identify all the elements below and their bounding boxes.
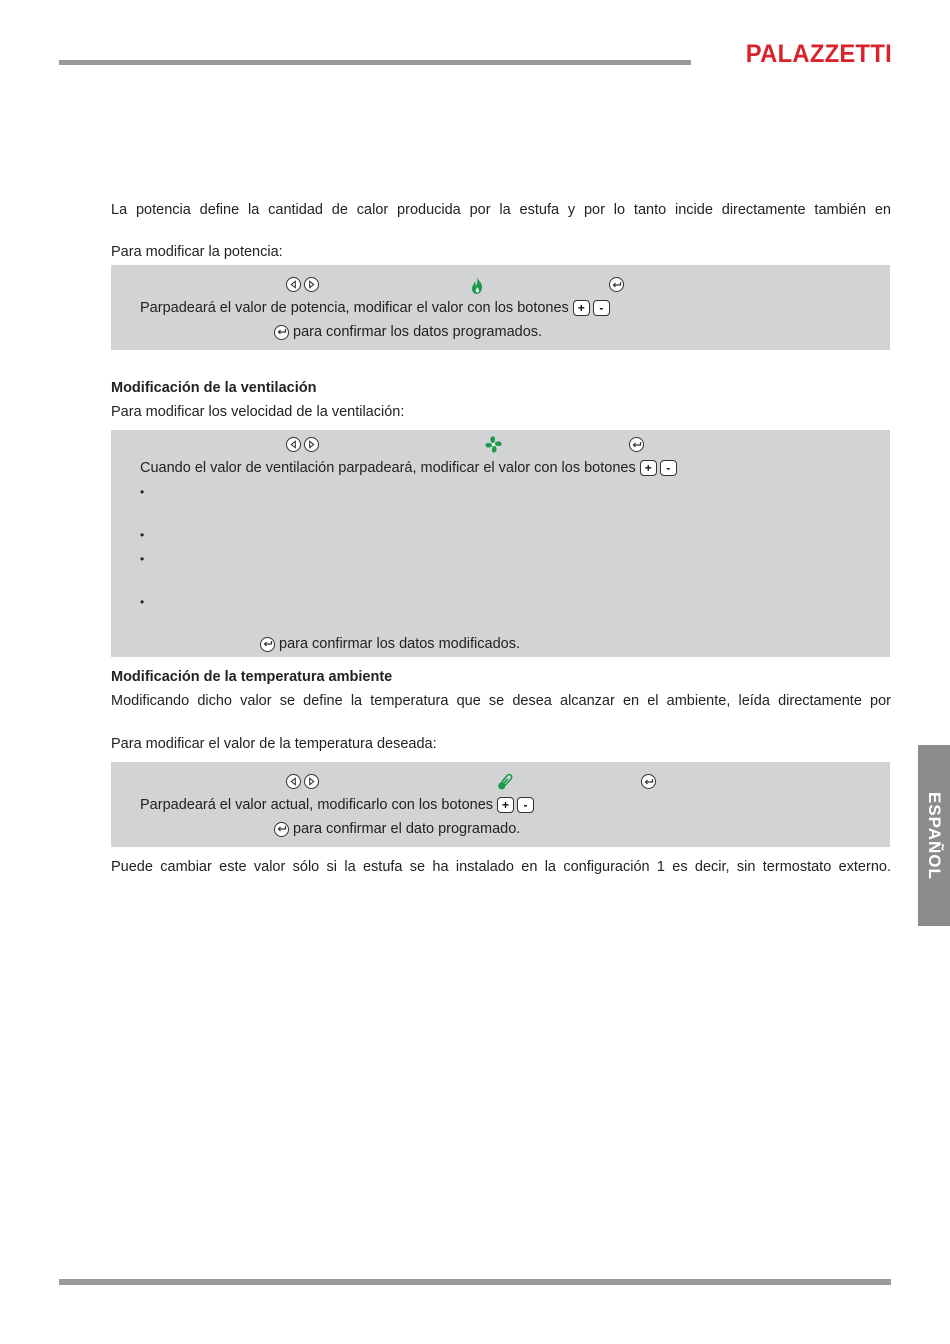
right-arrow-key-icon	[304, 774, 319, 789]
temperatura-instructions-box	[111, 762, 890, 847]
ventilacion-heading: Modificación de la ventilación	[111, 380, 317, 396]
minus-button-icon: -	[660, 460, 677, 476]
potencia-blink-text: Parpadeará el valor de potencia, modificar el valor con los botones	[140, 300, 569, 316]
list-bullet: •	[140, 485, 145, 499]
language-tab	[918, 745, 950, 926]
plus-button-icon: +	[573, 300, 590, 316]
enter-key-icon	[641, 774, 656, 789]
list-bullet: •	[140, 595, 145, 609]
ventilacion-lead: Para modificar los velocidad de la ventilación:	[111, 404, 405, 420]
plus-button-icon: +	[640, 460, 657, 476]
temperatura-blink-text: Parpadeará el valor actual, modificarlo con los botones	[140, 797, 494, 813]
list-bullet: •	[140, 528, 145, 542]
left-arrow-key-icon	[286, 774, 301, 789]
right-arrow-key-icon	[304, 437, 319, 452]
thermometer-icon	[495, 772, 515, 792]
potencia-instructions-box	[111, 265, 890, 350]
enter-key-icon	[629, 437, 644, 452]
enter-key-icon	[609, 277, 624, 292]
minus-button-icon: -	[517, 797, 534, 813]
enter-key-icon	[260, 637, 275, 652]
potencia-lead: Para modificar la potencia:	[111, 244, 283, 260]
nav-keys	[286, 437, 319, 452]
header-rule	[59, 60, 691, 65]
ventilacion-blink-text: Cuando el valor de ventilación parpadeará, modificar el valor con los botones	[140, 460, 636, 476]
left-arrow-key-icon	[286, 277, 301, 292]
right-arrow-key-icon	[304, 277, 319, 292]
temperatura-lead: Para modificar el valor de la temperatura deseada:	[111, 736, 437, 752]
plus-button-icon: +	[497, 797, 514, 813]
fan-icon	[484, 435, 503, 454]
left-arrow-key-icon	[286, 437, 301, 452]
potencia-intro: La potencia define la cantidad de calor producida por la estufa y por lo tanto incide directamente también en	[111, 202, 891, 218]
footer-rule	[59, 1279, 891, 1285]
temperatura-heading: Modificación de la temperatura ambiente	[111, 669, 393, 685]
minus-button-icon: -	[593, 300, 610, 316]
temperatura-confirm-text: para confirmar el dato programado.	[293, 821, 521, 837]
temperatura-note: Puede cambiar este valor sólo si la estufa se ha instalado en la configuración 1 es decir, sin termostato externo.	[111, 859, 891, 875]
nav-keys	[286, 774, 319, 789]
enter-key-icon	[274, 325, 289, 340]
list-bullet: •	[140, 552, 145, 566]
ventilacion-confirm-text: para confirmar los datos modificados.	[279, 636, 520, 652]
potencia-confirm-text: para confirmar los datos programados.	[293, 324, 543, 340]
language-tab-label: ESPAÑOL	[925, 791, 944, 880]
brand-logo: PALAZZETTI	[745, 40, 892, 68]
nav-keys	[286, 277, 319, 292]
temperatura-intro: Modificando dicho valor se define la temperatura que se desea alcanzar en el ambiente, leída directamente por	[111, 693, 891, 709]
flame-icon	[469, 276, 485, 295]
ventilacion-instructions-box	[111, 430, 890, 657]
enter-key-icon	[274, 822, 289, 837]
